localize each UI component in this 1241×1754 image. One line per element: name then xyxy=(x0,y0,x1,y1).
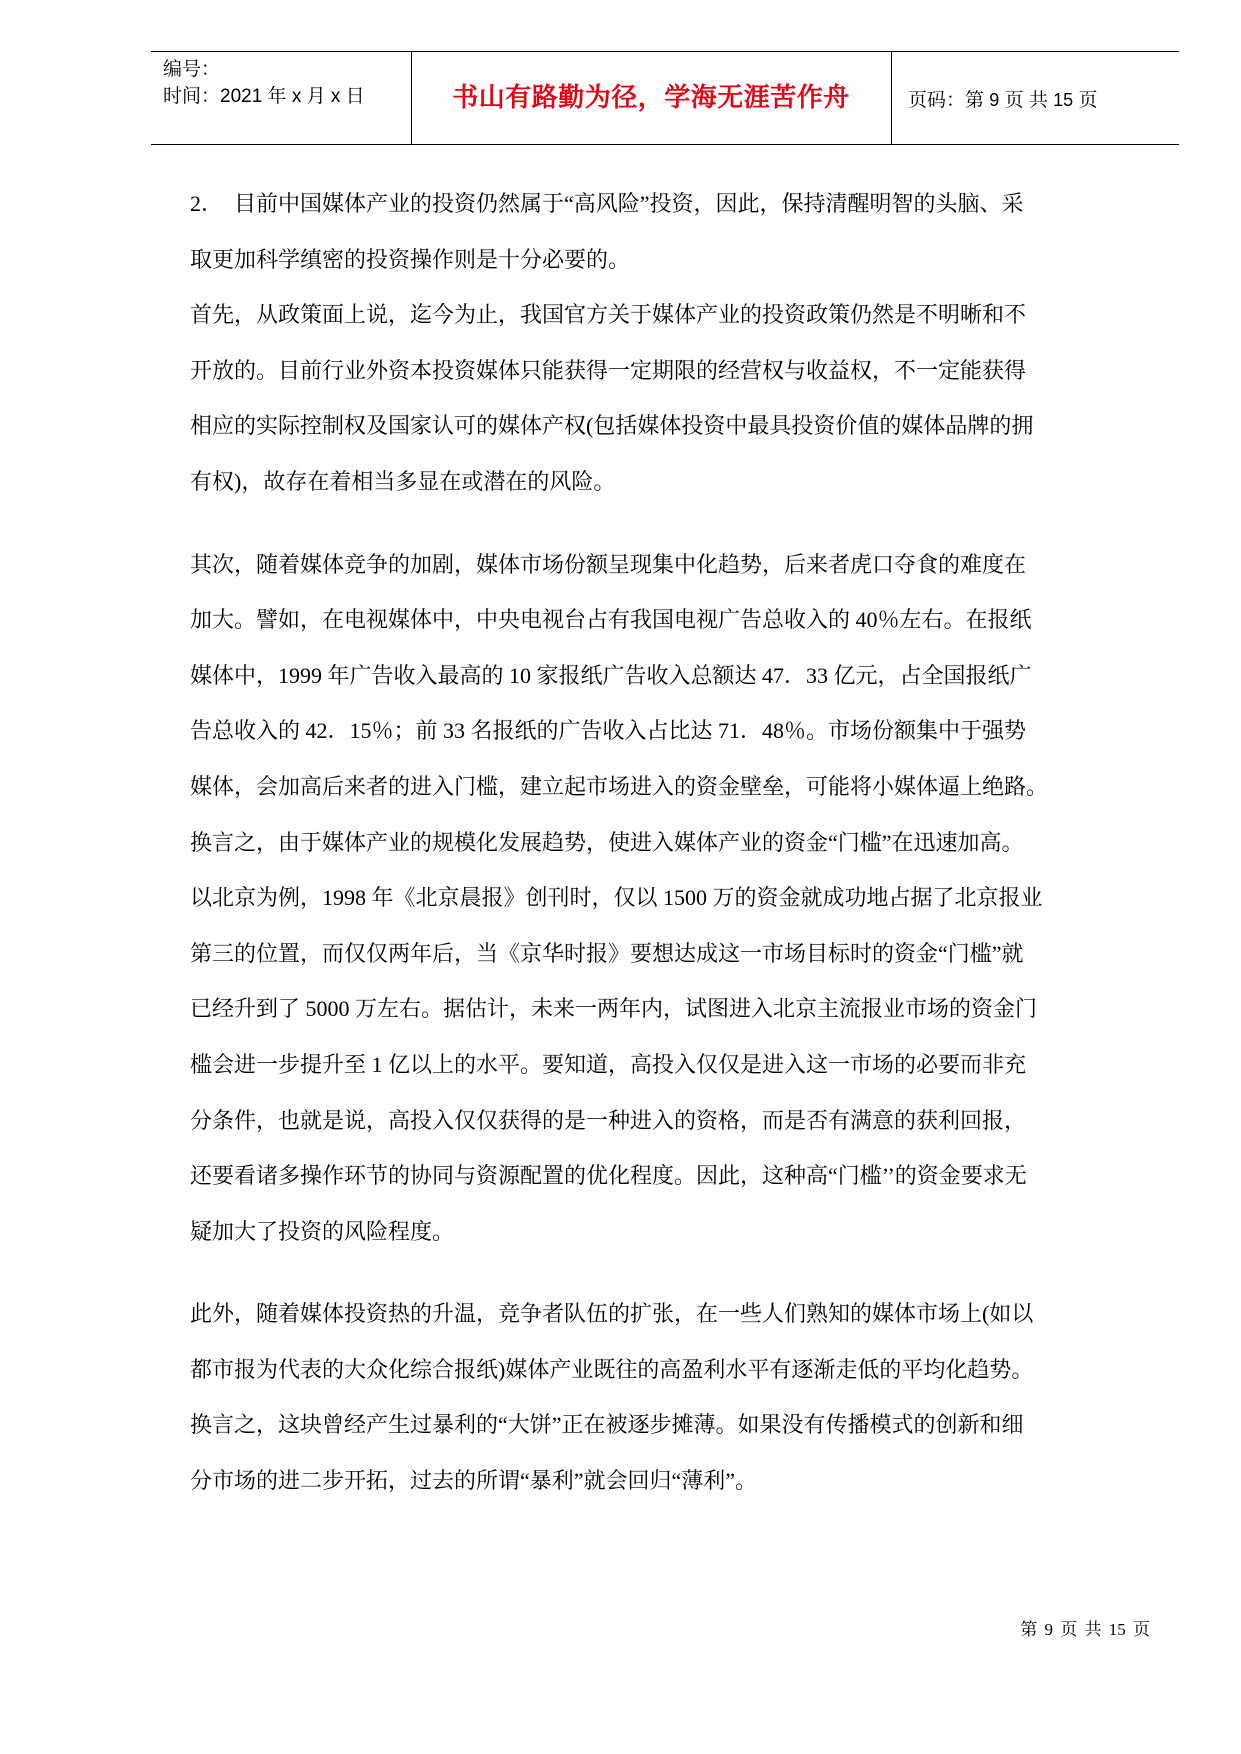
body-line: 已经升到了 5000 万左右。据估计，未来一两年内，试图进入北京主流报业市场的资金门 xyxy=(190,996,1038,1022)
body-line: 疑加大了投资的风险程度。 xyxy=(190,1218,455,1244)
page-header xyxy=(151,51,1179,145)
body-line: 有权)，故存在着相当多显在或潜在的风险。 xyxy=(190,468,616,494)
body-line: 媒体中，1999 年广告收入最高的 10 家报纸广告收入总额达 47．33 亿元，占全国报纸广 xyxy=(190,662,1032,688)
page-total: 15 xyxy=(1053,90,1074,110)
body-line: 此外，随着媒体投资热的升温，竞争者队伍的扩张，在一些人们熟知的媒体市场上(如以 xyxy=(190,1301,1034,1327)
body-line: 换言之，这块曾经产生过暴利的“大饼”正在被逐步摊薄。如果没有传播模式的创新和细 xyxy=(190,1412,1024,1438)
page-suffix: 页 xyxy=(1073,90,1098,111)
body-line: 首先，从政策面上说，迄今为止，我国官方关于媒体产业的投资政策仍然是不明晰和不 xyxy=(190,302,1027,328)
serial-number-label: 编号： xyxy=(163,59,221,80)
body-line: 分条件，也就是说，高投入仅仅获得的是一种进入的资格，而是否有满意的获利回报， xyxy=(190,1107,1027,1133)
header-divider-right xyxy=(891,52,892,144)
page-current: 9 xyxy=(989,90,1000,110)
body-line: 媒体，会加高后来者的进入门槛，建立起市场进入的资金壁垒，可能将小媒体逼上绝路。 xyxy=(190,773,1049,799)
document-body xyxy=(190,176,1150,1509)
body-line: 分市场的进二步开拓，过去的所谓“暴利”就会回归“薄利”。 xyxy=(190,1468,758,1494)
header-motto: 书山有路勤为径，学海无涯苦作舟 xyxy=(452,83,850,113)
paragraph-gap xyxy=(190,1259,1150,1286)
body-line: 槛会进一步提升至 1 亿以上的水平。要知道，高投入仅仅是进入这一市场的必要而非充 xyxy=(190,1051,1027,1077)
page-footer: 第 9 页 共 15 页 xyxy=(1020,1620,1150,1639)
header-page-info xyxy=(908,52,1097,144)
body-line: 以北京为例，1998 年《北京晨报》创刊时，仅以 1500 万的资金就成功地占据了北京报业 xyxy=(190,885,1043,911)
body-line: 告总收入的 42．15％；前 33 名报纸的广告收入占比达 71．48％。市场份额集中于强势 xyxy=(190,718,1027,744)
body-line: 开放的。目前行业外资本投资媒体只能获得一定期限的经营权与收益权，不一定能获得 xyxy=(190,357,1027,383)
page-mid: 页 共 xyxy=(999,90,1054,111)
body-line: 取更加科学缜密的投资操作则是十分必要的。 xyxy=(190,246,631,272)
body-line: 都市报为代表的大众化综合报纸)媒体产业既往的高盈利水平有逐渐走低的平均化趋势。 xyxy=(190,1356,1034,1382)
body-line: 2． 目前中国媒体产业的投资仍然属于“高风险”投资，因此，保持清醒明智的头脑、采 xyxy=(190,191,1024,216)
body-line: 第三的位置，而仅仅两年后，当《京华时报》要想达成这一市场目标时的资金“门槛”就 xyxy=(190,940,1024,966)
time-label: 时间：2021 年 x 月 x 日 xyxy=(163,86,365,107)
page-prefix: 页码：第 xyxy=(908,90,990,111)
body-line: 换言之，由于媒体产业的规模化发展趋势，使进入媒体产业的资金“门槛”在迅速加高。 xyxy=(190,829,1024,855)
header-meta xyxy=(163,56,408,110)
body-line: 相应的实际控制权及国家认可的媒体产权(包括媒体投资中最具投资价值的媒体品牌的拥 xyxy=(190,413,1034,439)
paragraph-gap xyxy=(190,510,1150,537)
body-line: 加大。譬如，在电视媒体中，中央电视台占有我国电视广告总收入的 40％左右。在报纸 xyxy=(190,607,1032,633)
body-line: 还要看诸多操作环节的协同与资源配置的优化程度。因此，这种高“门槛’’的资金要求无 xyxy=(190,1163,1027,1189)
body-line: 其次，随着媒体竞争的加剧，媒体市场份额呈现集中化趋势，后来者虎口夺食的难度在 xyxy=(190,551,1027,577)
